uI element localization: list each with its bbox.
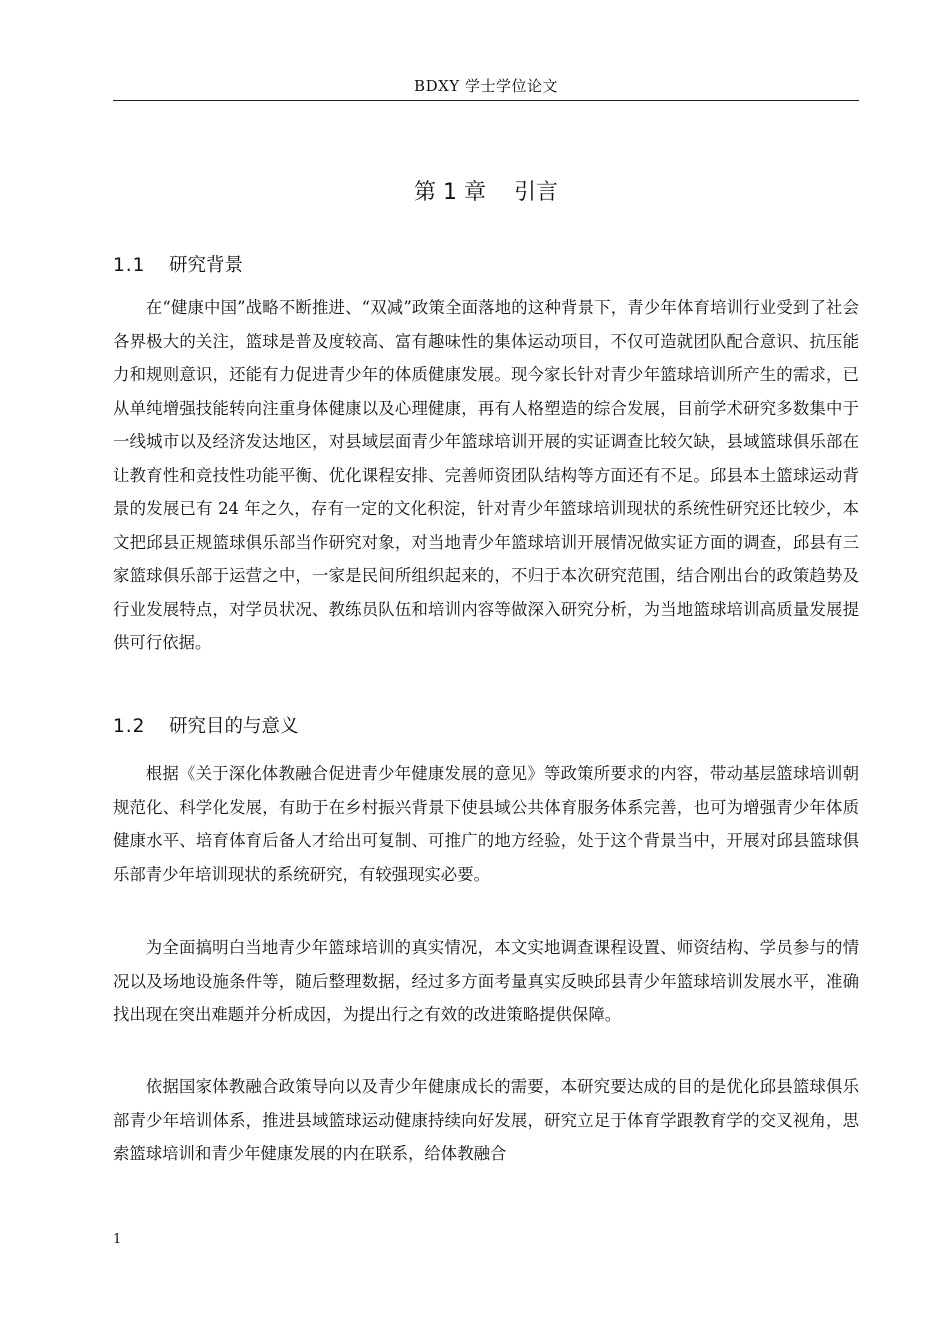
chapter-title xyxy=(113,176,859,210)
paragraph-investigation: 为全面搞明白当地青少年篮球培训的真实情况，本文实地调查课程设置、师资结构、学员参与的情况以及场地设施条件等，随后整理数据，经过多方面考量真实反映邱县青少年篮球培训发展水平，准确找出现在突出难题并分析成因，为提出行之有效的改进策略提供保障。 xyxy=(113,938,859,1024)
paragraph-policy: 根据《关于深化体教融合促进青少年健康发展的意见》等政策所要求的内容，带动基层篮球培训朝规范化、科学化发展，有助于在乡村振兴背景下使县域公共体育服务体系完善，也可为增强青少年体质健康水平、培育体育后备人才给出可复制、可推广的地方经验，处于这个背景当中，开展对邱县篮球俱乐部青少年培训现状的系统研究，有较强现实必要。 xyxy=(113,764,859,884)
paragraph-purpose: 依据国家体教融合政策导向以及青少年健康成长的需要，本研究要达成的目的是优化邱县篮球俱乐部青少年培训体系，推进县域篮球运动健康持续向好发展，研究立足于体育学跟教育学的交叉视角，思索篮球培训和青少年健康发展的内在联系，给体教融合 xyxy=(113,1077,859,1163)
section-title: 研究背景 xyxy=(169,255,244,276)
chapter-number: 第 1 章 xyxy=(414,180,486,205)
header-rule xyxy=(113,100,859,101)
paragraph-background: 在“健康中国”战略不断推进、“双减”政策全面落地的这种背景下，青少年体育培训行业受到了社会各界极大的关注，篮球是普及度较高、富有趣味性的集体运动项目，不仅可造就团队配合意识、抗压能力和规则意识，还能有力促进青少年的体质健康发展。现今家长针对青少年篮球培训所产生的需求，已从单纯增强技能转向注重身体健康以及心理健康，再有人格塑造的综合发展，目前学术研究多数集中于一线城市以及经济发达地区，对县域层面青少年篮球培训开展的实证调查比较欠缺，县域篮球俱乐部在让教育性和竞技性功能平衡、优化课程安排、完善师资团队结构等方面还有不足。邱县本土篮球运动背景的发展已有 24 年之久，存有一定的文化积淀，针对青少年篮球培训现状的系统性研究还比较少，本文把邱县正规篮球俱乐部当作研究对象，对当地青少年篮球培训开展情况做实证方面的调查，邱县有三家篮球俱乐部于运营之中，一家是民间所组织起来的，不归于本次研究范围，结合刚出台的政策趋势及行业发展特点，对学员状况、教练员队伍和培训内容等做深入研究分析，为当地篮球培训高质量发展提供可行依据。 xyxy=(113,298,859,652)
page-number: 1 xyxy=(113,1232,122,1247)
section-number: 1.1 xyxy=(113,255,146,276)
running-header: BDXY 学士学位论文 xyxy=(414,77,558,95)
chapter-name: 引言 xyxy=(513,180,558,205)
section-heading-1-1 xyxy=(113,252,859,280)
section-heading-1-2 xyxy=(113,713,859,741)
section-title: 研究目的与意义 xyxy=(169,716,299,737)
section-number: 1.2 xyxy=(113,716,146,737)
